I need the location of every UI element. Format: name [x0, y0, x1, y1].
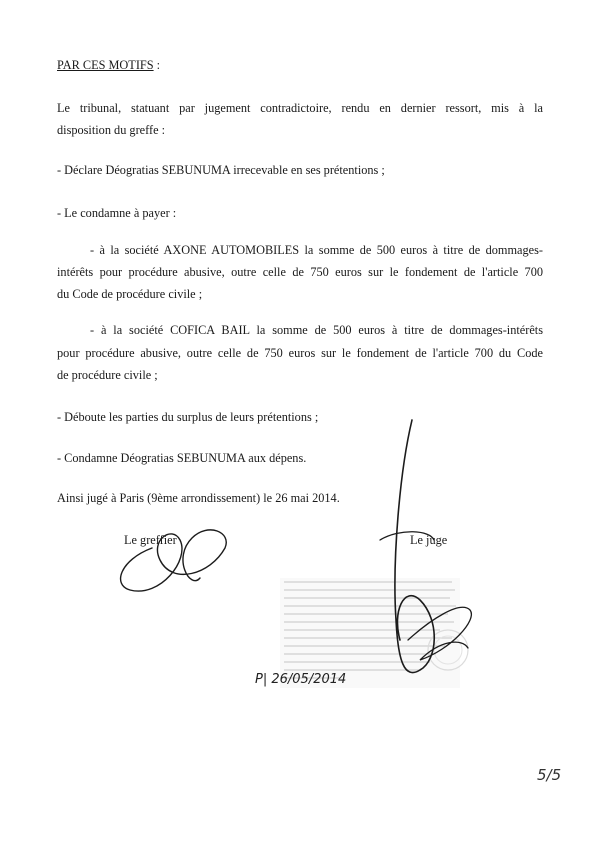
sub-axone-line-1: - à la société AXONE AUTOMOBILES la somme de 500 euros à titre de dommages-: [90, 243, 543, 257]
heading-text: PAR CES MOTIFS: [57, 58, 154, 72]
sub-axone-line-2: intérêts pour procédure abusive, outre celle de 750 euros sur le fondement de l'article 700: [57, 265, 543, 279]
intro-line-1: Le tribunal, statuant par jugement contradictoire, rendu en dernier ressort, mis à la: [57, 101, 543, 115]
page-number: 5/5: [537, 766, 562, 784]
juge-label: Le juge: [410, 533, 448, 547]
heading-suffix: :: [153, 58, 161, 72]
handwritten-date: P| 26/05/2014: [255, 672, 347, 687]
ruling-costs: - Condamne Déogratias SEBUNUMA aux dépens.: [57, 451, 307, 465]
sub-cofica-line-2: pour procédure abusive, outre celle de 750 euros sur le fondement de l'article 700 du Code: [57, 346, 543, 360]
ruling-dismiss: - Déboute les parties du surplus de leurs prétentions ;: [57, 410, 319, 424]
ruling-condemn: - Le condamne à payer :: [57, 206, 177, 220]
ruling-declare: - Déclare Déogratias SEBUNUMA irrecevable en ses prétentions ;: [57, 163, 385, 177]
greffier-label: Le greffier: [124, 533, 177, 547]
sub-cofica-line-3: de procédure civile ;: [57, 368, 158, 382]
sub-cofica-line-1: - à la société COFICA BAIL la somme de 500 euros à titre de dommages-intérêts: [90, 323, 543, 337]
greffier-signature: [121, 530, 227, 591]
sub-axone-line-3: du Code de procédure civile ;: [57, 287, 203, 301]
intro-line-2: disposition du greffe :: [57, 123, 166, 137]
closing-statement: Ainsi jugé à Paris (9ème arrondissement) le 26 mai 2014.: [57, 491, 340, 505]
